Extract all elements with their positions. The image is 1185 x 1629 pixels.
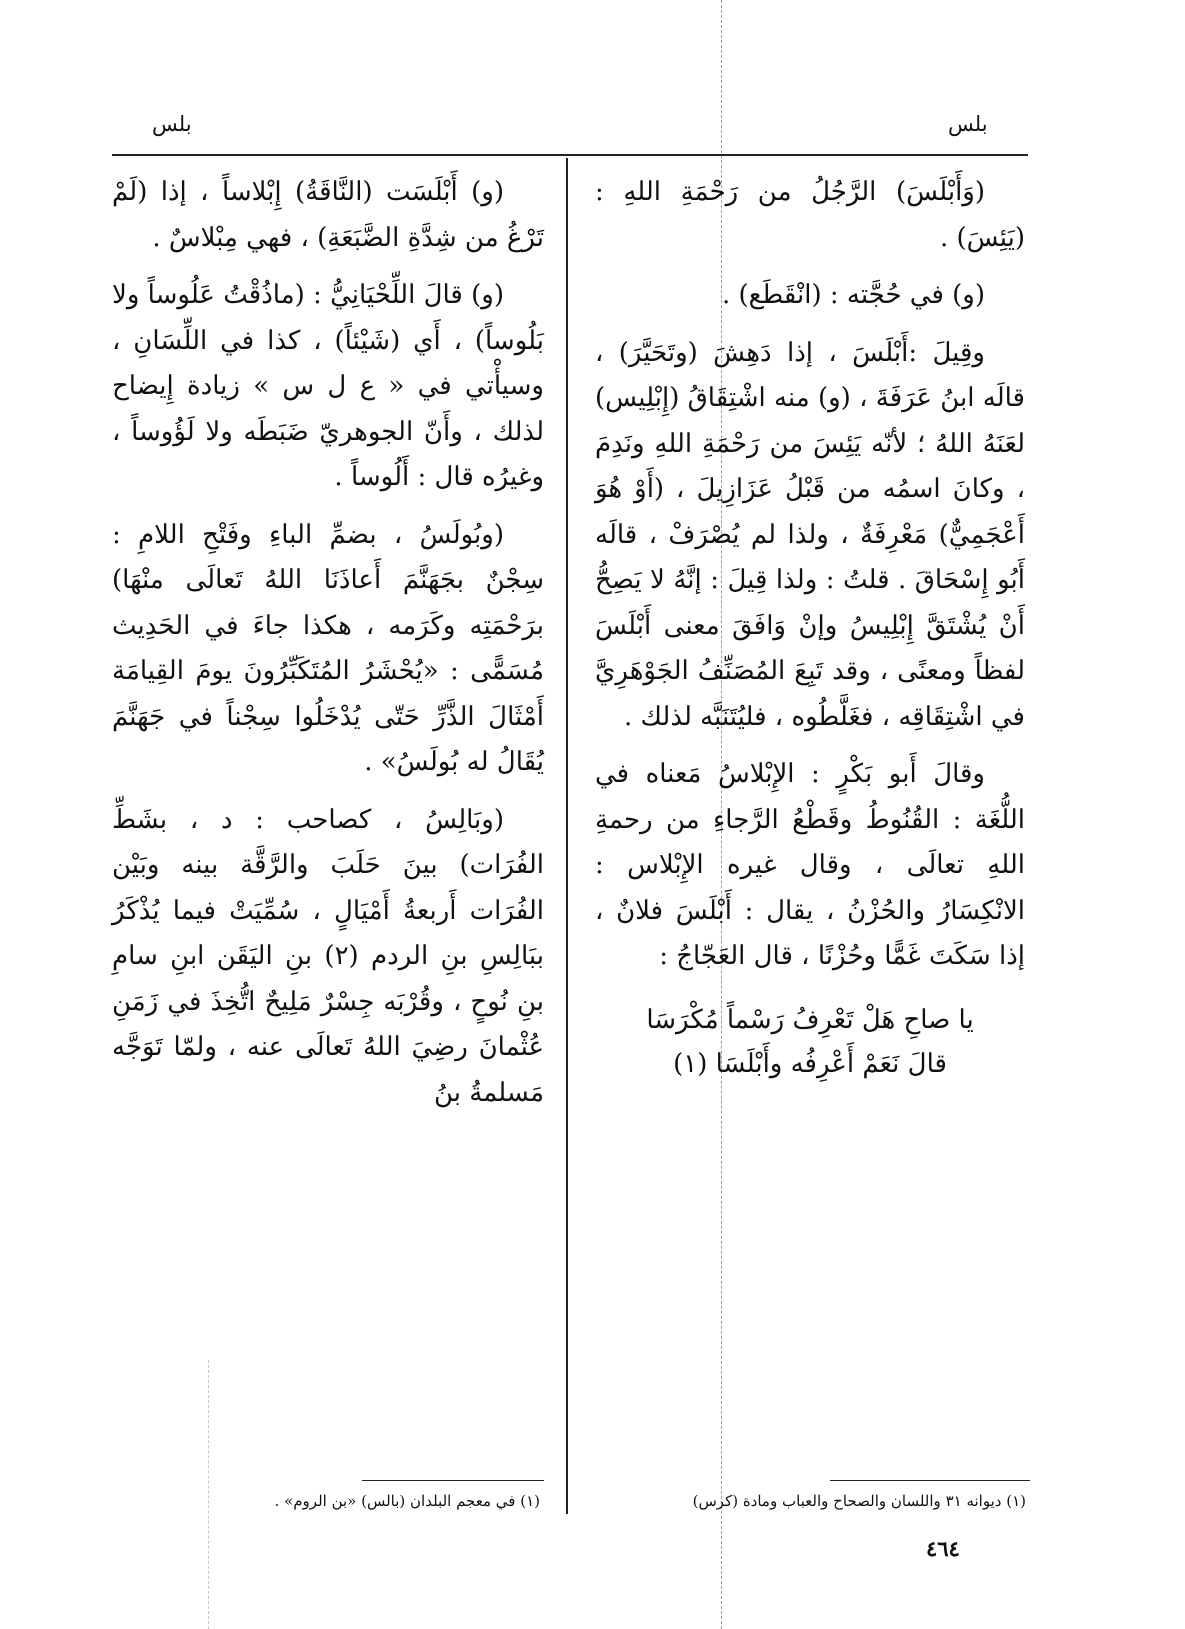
right-paragraph-2: (و) في حُجَّته : (انْقَطَع) .: [722, 280, 985, 310]
poem-verse-line-1: يا صاحِ هَلْ تَعْرِفُ رَسْماً مُكْرَسَا: [646, 1004, 974, 1035]
left-column: [112, 170, 544, 1128]
right-paragraph-3: وقِيلَ :أَبْلَسَ ، إذا دَهِشَ (وتَحَيَّرَ) ، قالَه ابنُ عَرَفَةَ ، (و) منه اشْتِقَاقُ (إِبْلِيس) لعَنَهُ اللهُ ؛ لأنّه يَئِسَ من رَحْمَةِ اللهِ ونَدِمَ ، وكانَ اسمُه من قَبْلُ عَزَازِيلَ ، (أَوْ هُوَ أَعْجَمِيٌّ) مَعْرِفَةٌ ، ولذا لم يُصْرَفْ ، قالَه أَبُو إِسْحَاقَ . قلتُ : ولذا قِيلَ : إنَّهُ لا يَصِحُّ أَنْ يُشْتَقَّ إِبْلِيسُ وإنْ وَافَقَ معنى أَبْلَسَ لفظاً ومعنًى ، وقد تَبِعَ المُصَنِّفُ الجَوْهَرِيَّ في اشْتِقَاقِه ، فغَلَّطُوه ، فليُتَنَبَّه لذلك .: [595, 337, 1025, 732]
right-paragraph-4: وقالَ أَبو بَكْرٍ : الإِبْلاسُ مَعناه في اللُّغَة : القُنُوطُ وقَطْعُ الرَّجاءِ من رحمةِ اللهِ تعالَى ، وقال غيره الإِبْلاس : الانْكِسَارُ والحُزْنُ ، يقال : أَبْلَسَ فلانٌ ، إذا سَكَتَ غَمًّا وحُزْنًا ، قال العَجّاجُ :: [595, 759, 1025, 971]
page-number: ٤٦٤: [926, 1536, 960, 1561]
footnote-rule-left: [362, 1480, 544, 1481]
footnote-rule-right: [830, 1480, 1030, 1481]
right-column: [595, 170, 1025, 1086]
column-divider: [566, 158, 568, 1514]
left-paragraph-2: (و) قالَ اللِّحْيَانِيُّ : (ماذُقْتُ عَلُوساً ولا بَلُوساً) ، أَي (شَيْئاً) ، كذا في اللِّسَانِ ، وسيأْتي في « ع ل س » زيادة إِيضاح لذلك ، وأَنّ الجوهريّ ضَبَطَه ولا لَؤُوساً ، وغيرُه قال : أَلُوساً .: [112, 280, 544, 492]
footnote-left: (١) في معجم البلدان (بالس) «بن الروم» .: [274, 1492, 540, 1510]
header-rule: [112, 154, 1028, 156]
footnote-right: (١) ديوانه ٣١ واللسان والصحاح والعباب ومادة (كرس): [692, 1492, 1026, 1510]
poem-verse-line-2: قالَ نَعَمْ أَعْرِفُه وأَبْلَسَا (١): [673, 1048, 947, 1079]
running-header-left: بلس: [152, 112, 192, 136]
left-paragraph-4: (وبَالِسُ ، كصاحب : د ، بشَطِّ الفُرَات) بينَ حَلَبَ والرَّقَّة بينه وبَيْن الفُرَات أَربعةُ أَمْيَالٍ ، سُمِّيَتْ فيما يُذْكَرُ ببَالِسِ بنِ الردم (٢) بنِ اليَقَن ابنِ سامِ بنِ نُوحٍ ، وقُرْبَه جِسْرٌ مَلِيحٌ اتُّخِذَ في زَمَنِ عُثْمانَ رضِيَ اللهُ تَعالَى عنه ، ولمّا تَوَجَّه مَسلمةُ بنُ: [112, 804, 544, 1108]
running-header-right: بلس: [948, 112, 988, 136]
right-paragraph-1: (وَأَبْلَسَ) الرَّجُلُ من رَحْمَةِ اللهِ : (يَئِسَ) .: [595, 177, 1025, 253]
left-paragraph-1: (و) أَبْلَسَت (النَّاقَةُ) إِبْلاساً ، إذا (لَمْ تَرْغُ من شِدَّةِ الضَّبَعَةِ) ، فهي مِبْلاسٌ .: [112, 177, 544, 253]
left-paragraph-3: (وبُولَسُ ، بضمِّ الباءِ وفَتْحِ اللامِ : سِجْنٌ بجَهَنَّمَ أَعاذَنَا اللهُ تَعالَى منْهَا) برَحْمَتِه وكَرَمه ، هكذا جاءَ في الحَدِيث مُسَمًّى : «يُحْشَرُ المُتَكَبِّرُونَ يومَ القِيامَة أَمْثَالَ الذَّرِّ حَتّى يُدْخَلُوا سِجْناً في جَهَنَّمَ يُقَالُ له بُولَسُ» .: [112, 519, 544, 777]
poem-verse: [595, 998, 1025, 1086]
